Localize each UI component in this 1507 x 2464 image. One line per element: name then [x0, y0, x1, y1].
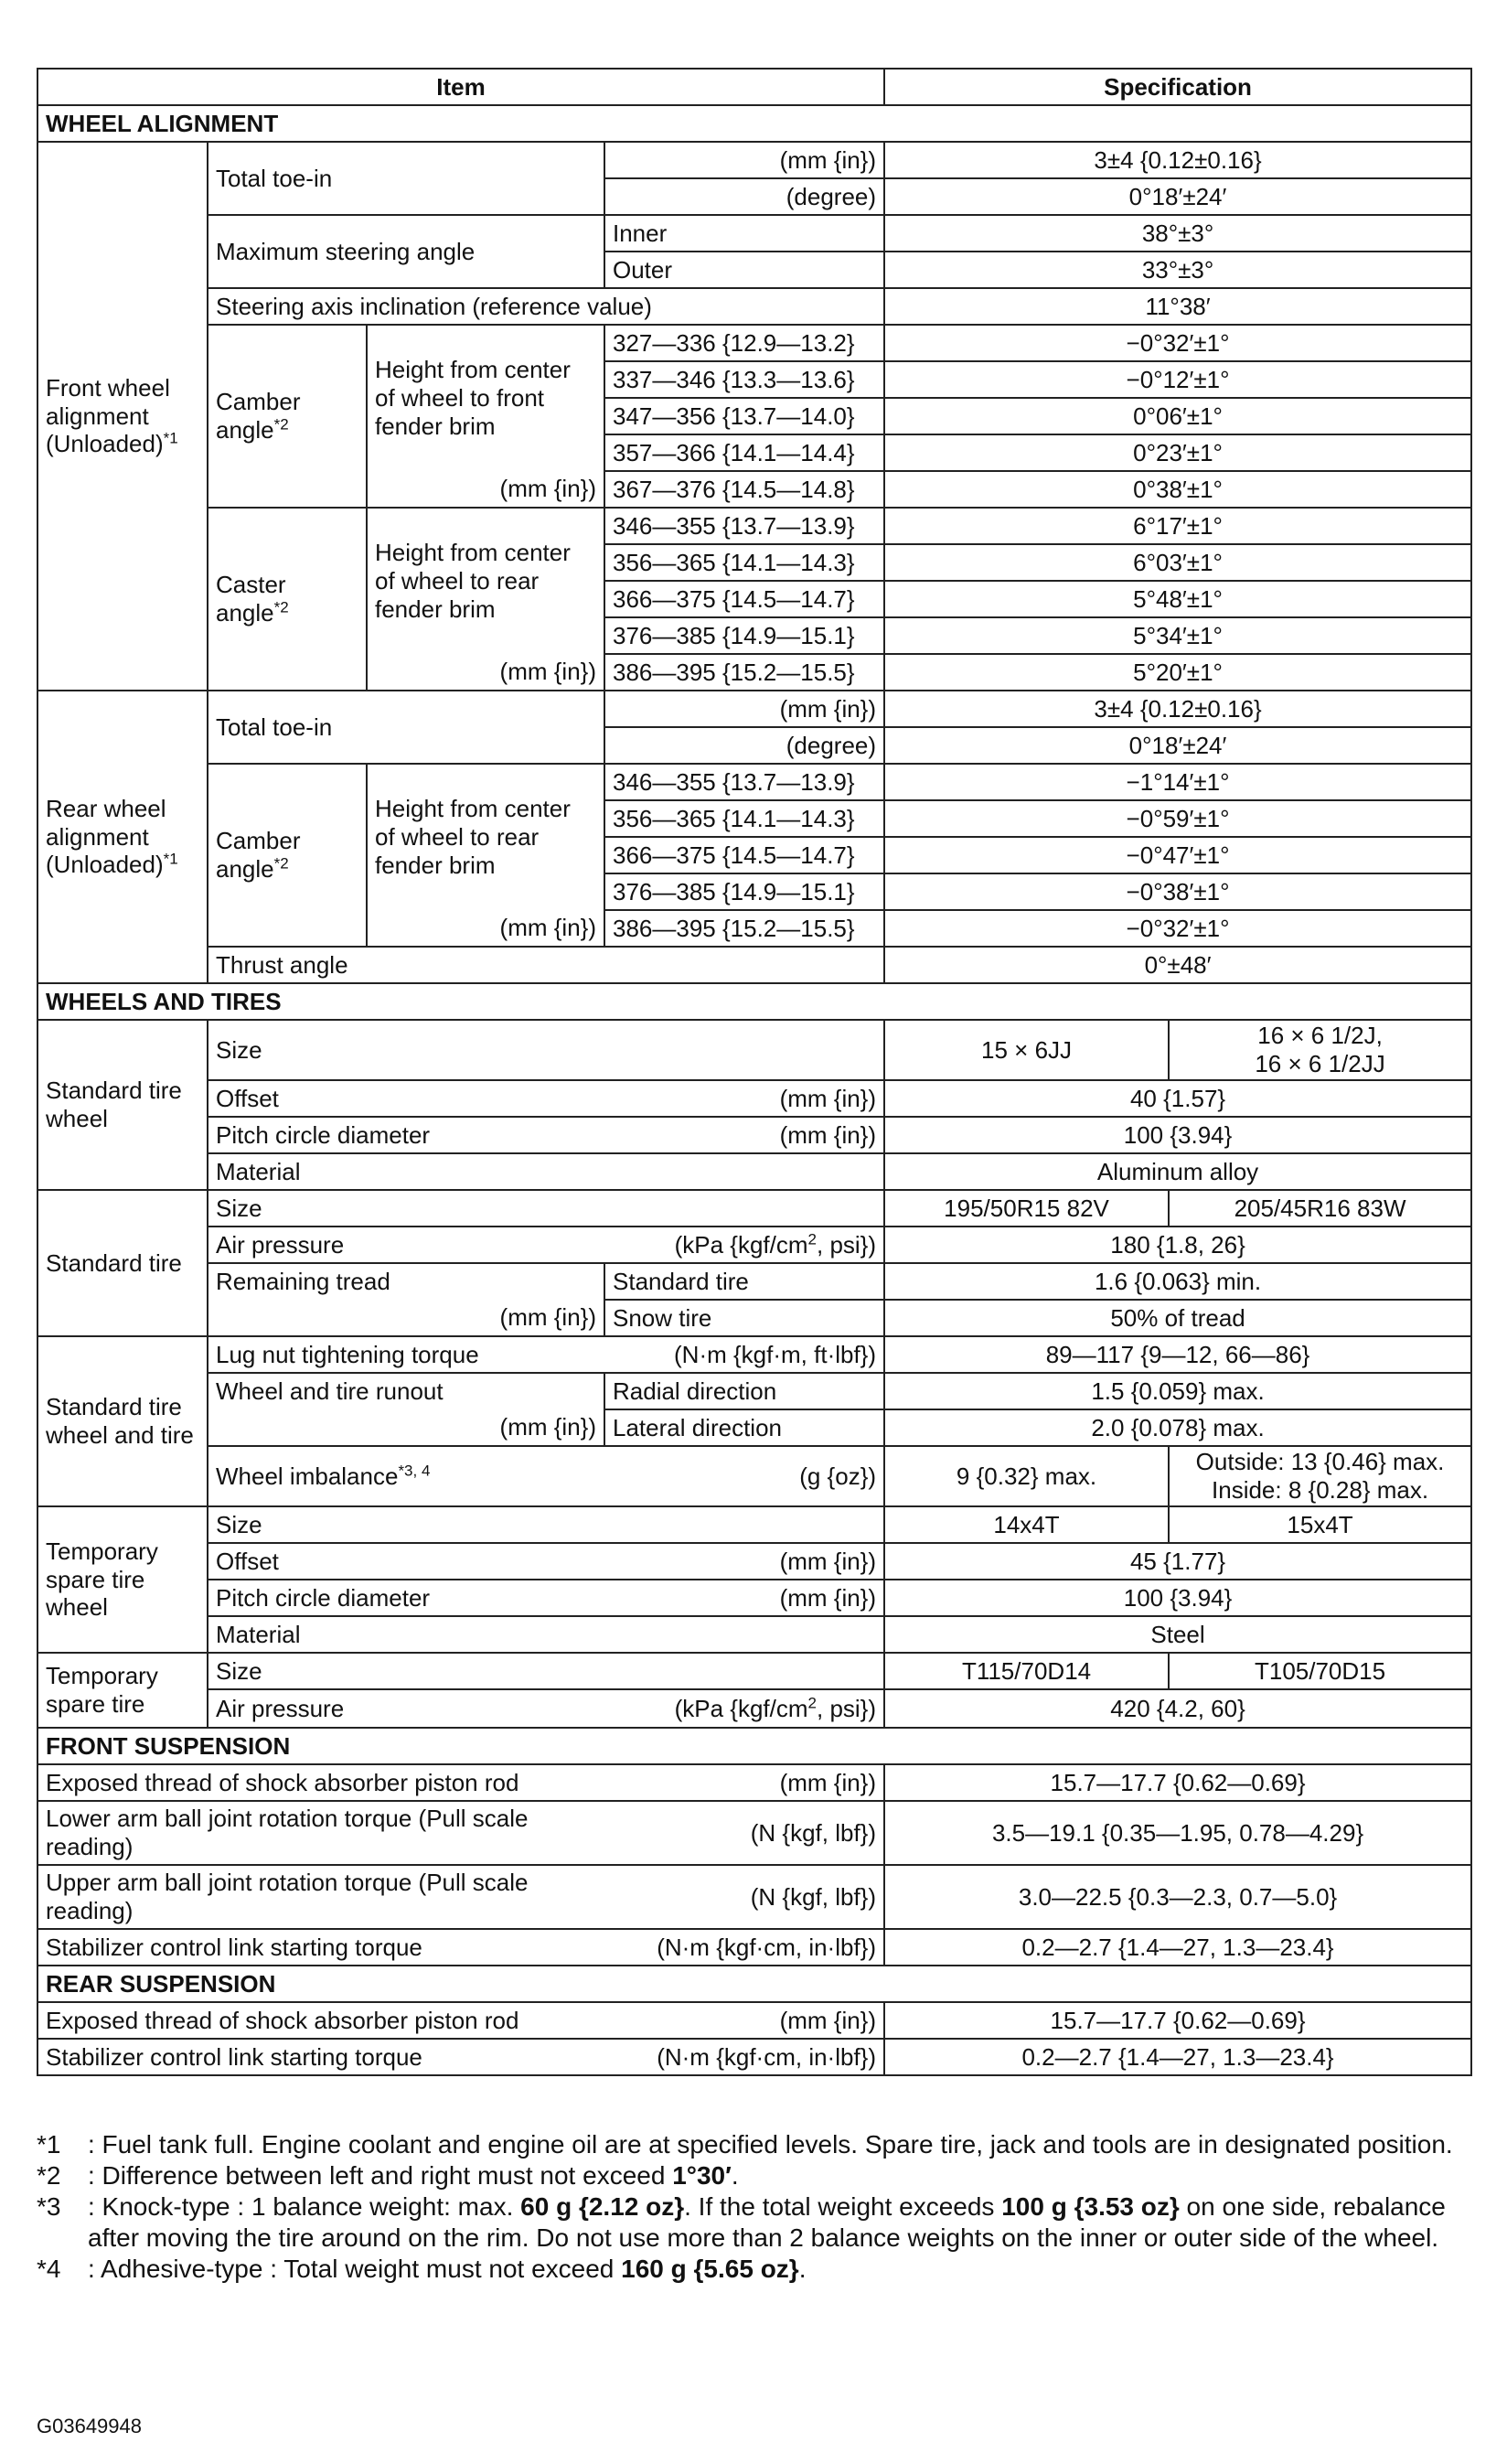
spec-page	[37, 68, 1470, 2076]
rear-camber-value: −0°47′±1°	[884, 837, 1471, 873]
temp-air-unit-pre: (kPa {kgf/cm	[674, 1694, 808, 1722]
front-susp-unit: (N·m {kgf·cm, in·lbf})	[657, 1933, 877, 1961]
rear-toe-unit-degree: (degree)	[604, 727, 884, 764]
std-wheel-line2: wheel	[46, 1105, 108, 1132]
temp-wheel-pcd-value: 100 {3.94}	[884, 1580, 1471, 1616]
rear-total-toe-in: Total toe-in	[208, 691, 604, 764]
runout-unit: (mm {in})	[208, 1409, 604, 1446]
std-wheel-offset-cell	[208, 1080, 884, 1117]
footnote-2-body	[88, 2160, 1470, 2191]
rear-label-mark: *1	[163, 850, 178, 868]
std-wheel-pcd: Pitch circle diameter	[216, 1120, 431, 1149]
front-susp-value: 3.0—22.5 {0.3—2.3, 0.7—5.0}	[884, 1865, 1471, 1929]
footnote-4	[37, 2254, 1470, 2285]
std-tire-air-value: 180 {1.8, 26}	[884, 1227, 1471, 1263]
temp-wheel-size-a: 14x4T	[884, 1506, 1169, 1543]
temp-wheel-offset-value: 45 {1.77}	[884, 1543, 1471, 1580]
imbalance-unit: (g {oz})	[799, 1462, 877, 1490]
temp-spare-wheel-label	[37, 1506, 208, 1653]
runout-lateral: Lateral direction	[604, 1409, 884, 1446]
std-wheel-material: Material	[208, 1153, 884, 1190]
rear-camber-value: −0°38′±1°	[884, 873, 1471, 910]
std-wt-line1: Standard tire	[46, 1393, 182, 1421]
tread-standard-value: 1.6 {0.063} min.	[884, 1263, 1471, 1300]
rear-camber-mark: *2	[273, 854, 289, 873]
footnote-3	[37, 2191, 1470, 2254]
footnote-3-text-a: : Knock-type : 1 balance weight: max.	[88, 2192, 521, 2221]
document-code: G03649948	[37, 2415, 142, 2437]
std-wheel-offset-unit: (mm {in})	[779, 1084, 877, 1112]
temp-tire-air-unit	[675, 1695, 876, 1723]
front-camber-range: 367—376 {14.5—14.8}	[604, 471, 884, 508]
footnote-4-end: .	[798, 2255, 807, 2283]
temp-wheel-pcd-cell	[208, 1580, 884, 1616]
rear-susp-value: 0.2—2.7 {1.4—27, 1.3—23.4}	[884, 2039, 1471, 2075]
temp-tire-line1: Temporary	[46, 1662, 158, 1690]
footnote-4-mark: *4	[37, 2255, 61, 2283]
caster-range: 386—395 {15.2—15.5}	[604, 654, 884, 691]
temp-wheel-offset-cell	[208, 1543, 884, 1580]
caster-height-line3: fender brim	[375, 595, 496, 623]
front-wheel-alignment-label	[37, 142, 208, 691]
rear-susp-unit: (N·m {kgf·cm, in·lbf})	[657, 2042, 877, 2071]
std-tire-size-b: 205/45R16 83W	[1169, 1190, 1471, 1227]
imbalance-mark: *3, 4	[398, 1462, 431, 1479]
tread-snow-value: 50% of tread	[884, 1300, 1471, 1336]
temp-wheel-pcd: Pitch circle diameter	[216, 1583, 431, 1612]
lug-nut-value: 89—117 {9—12, 66—86}	[884, 1336, 1471, 1373]
runout-radial-value: 1.5 {0.059} max.	[884, 1373, 1471, 1409]
front-susp-value: 3.5—19.1 {0.35—1.95, 0.78—4.29}	[884, 1801, 1471, 1865]
rear-label-line2: alignment	[46, 822, 149, 851]
imbalance-b	[1169, 1446, 1471, 1506]
front-camber-range: 327—336 {12.9—13.2}	[604, 325, 884, 361]
steering-axis-inclination-value: 11°38′	[884, 288, 1471, 325]
temp-tire-air-value: 420 {4.2, 60}	[884, 1689, 1471, 1728]
temp-wheel-material: Material	[208, 1616, 884, 1653]
rear-camber-line2: angle	[216, 855, 274, 883]
steering-outer-value: 33°±3°	[884, 252, 1471, 288]
temp-air-unit-post: , psi})	[817, 1694, 877, 1722]
rear-camber-range: 366—375 {14.5—14.7}	[604, 837, 884, 873]
rear-camber-height-line3: fender brim	[375, 851, 496, 879]
rear-camber-height-label	[367, 764, 604, 910]
front-camber-height-line3: fender brim	[375, 412, 496, 440]
front-camber-value: −0°12′±1°	[884, 361, 1471, 398]
front-camber-angle-label	[208, 325, 367, 508]
front-camber-value: 0°38′±1°	[884, 471, 1471, 508]
front-camber-value: 0°06′±1°	[884, 398, 1471, 434]
rear-camber-value: −0°59′±1°	[884, 800, 1471, 837]
std-wheel-size: Size	[208, 1020, 884, 1080]
front-camber-height-label	[367, 325, 604, 471]
temp-tire-line2: spare tire	[46, 1690, 145, 1718]
rear-toe-degree-value: 0°18′±24′	[884, 727, 1471, 764]
rear-camber-unit: (mm {in})	[367, 910, 604, 947]
rear-camber-value: −1°14′±1°	[884, 764, 1471, 800]
std-tire-air: Air pressure	[216, 1230, 345, 1259]
runout-lateral-value: 2.0 {0.078} max.	[884, 1409, 1471, 1446]
imbalance-a: 9 {0.32} max.	[884, 1446, 1169, 1506]
std-wheel-pcd-cell	[208, 1117, 884, 1153]
std-wheel-size-b-line1: 16 × 6 1/2J,	[1257, 1022, 1383, 1050]
footnote-2-bold: 1°30′	[672, 2161, 732, 2190]
front-susp-value: 15.7—17.7 {0.62—0.69}	[884, 1764, 1471, 1801]
front-label-mark: *1	[163, 429, 178, 447]
caster-height-line1: Height from center	[375, 539, 571, 567]
caster-line1: Caster	[216, 571, 286, 599]
caster-unit: (mm {in})	[367, 654, 604, 691]
caster-range: 356—365 {14.1—14.3}	[604, 544, 884, 581]
front-total-toe-in: Total toe-in	[208, 142, 604, 215]
standard-wheel-and-tire-label	[37, 1336, 208, 1506]
temp-wheel-pcd-unit: (mm {in})	[779, 1583, 877, 1612]
runout: Wheel and tire runout	[208, 1373, 604, 1409]
std-wheel-size-b	[1169, 1020, 1471, 1080]
front-camber-height-line1: Height from center	[375, 356, 571, 384]
thrust-angle-value: 0°±48′	[884, 947, 1471, 983]
rear-toe-unit-mm: (mm {in})	[604, 691, 884, 727]
std-wheel-size-a: 15 × 6JJ	[884, 1020, 1169, 1080]
caster-range: 366—375 {14.5—14.7}	[604, 581, 884, 617]
air-unit-sup: 2	[807, 1230, 817, 1248]
footnote-3-bold-a: 60 g {2.12 oz}	[520, 2192, 685, 2221]
front-toe-mm-value: 3±4 {0.12±0.16}	[884, 142, 1471, 178]
std-wheel-pcd-unit: (mm {in})	[779, 1120, 877, 1149]
front-susp-unit: (N {kgf, lbf})	[750, 1882, 877, 1911]
std-tire-size-a: 195/50R15 82V	[884, 1190, 1169, 1227]
rear-toe-mm-value: 3±4 {0.12±0.16}	[884, 691, 1471, 727]
wheel-imbalance: Wheel imbalance	[216, 1462, 399, 1490]
caster-value: 5°20′±1°	[884, 654, 1471, 691]
front-camber-value: −0°32′±1°	[884, 325, 1471, 361]
specification-table	[37, 68, 1472, 2076]
section-front-suspension: FRONT SUSPENSION	[37, 1728, 1471, 1764]
footnote-3-bold-b: 100 g {3.53 oz}	[1001, 2192, 1180, 2221]
front-label-line3: (Unloaded)	[46, 430, 164, 458]
rear-camber-height-line1: Height from center	[375, 795, 571, 823]
rear-label-line3: (Unloaded)	[46, 851, 164, 879]
footnote-2-text: : Difference between left and right must not exceed	[88, 2161, 673, 2190]
steering-axis-inclination: Steering axis inclination (reference value)	[208, 288, 884, 325]
footnote-2	[37, 2160, 1470, 2191]
caster-value: 6°17′±1°	[884, 508, 1471, 544]
rear-camber-range: 346—355 {13.7—13.9}	[604, 764, 884, 800]
standard-tire-wheel-label	[37, 1020, 208, 1190]
front-susp-value: 0.2—2.7 {1.4—27, 1.3—23.4}	[884, 1929, 1471, 1966]
rear-camber-height-line2: of wheel to rear	[375, 823, 540, 852]
section-rear-suspension: REAR SUSPENSION	[37, 1966, 1471, 2002]
front-susp-item: Exposed thread of shock absorber piston rod	[46, 1768, 519, 1796]
tread-unit: (mm {in})	[208, 1300, 604, 1336]
temp-air-unit-sup: 2	[807, 1694, 817, 1711]
section-wheel-alignment: WHEEL ALIGNMENT	[37, 105, 1471, 142]
footnote-4-body	[88, 2254, 1470, 2285]
std-wheel-size-b-line2: 16 × 6 1/2JJ	[1255, 1050, 1385, 1077]
temp-wheel-line3: wheel	[46, 1593, 108, 1622]
std-wheel-pcd-value: 100 {3.94}	[884, 1117, 1471, 1153]
air-unit-pre: (kPa {kgf/cm	[674, 1230, 808, 1259]
front-susp-row-item	[37, 1764, 884, 1801]
footnote-2-mark: *2	[37, 2161, 61, 2190]
rear-susp-unit: (mm {in})	[779, 2006, 877, 2034]
caster-height-line2: of wheel to rear	[375, 567, 540, 595]
steering-inner: Inner	[604, 215, 884, 252]
runout-radial: Radial direction	[604, 1373, 884, 1409]
footnote-3-body	[88, 2191, 1470, 2254]
front-camber-line2: angle	[216, 416, 274, 444]
caster-mark: *2	[273, 598, 289, 616]
rear-camber-line1: Camber	[216, 827, 301, 855]
front-susp-item: Stabilizer control link starting torque	[46, 1933, 422, 1961]
footnote-2-end: .	[731, 2161, 739, 2190]
temp-spare-tire-label	[37, 1653, 208, 1728]
standard-tire-label: Standard tire	[37, 1190, 208, 1336]
front-susp-row-item	[37, 1801, 884, 1865]
front-susp-unit: (N {kgf, lbf})	[750, 1818, 877, 1847]
temp-tire-size-a: T115/70D14	[884, 1653, 1169, 1689]
caster-value: 5°48′±1°	[884, 581, 1471, 617]
caster-value: 6°03′±1°	[884, 544, 1471, 581]
rear-camber-range: 356—365 {14.1—14.3}	[604, 800, 884, 837]
front-susp-item: Lower arm ball joint rotation torque (Pull scale reading)	[46, 1805, 529, 1860]
section-wheels-and-tires: WHEELS AND TIRES	[37, 983, 1471, 1020]
rear-camber-range: 376—385 {14.9—15.1}	[604, 873, 884, 910]
lug-nut-cell	[208, 1336, 884, 1373]
item-header: Item	[37, 69, 884, 105]
lug-nut-unit: (N·m {kgf·m, ft·lbf})	[674, 1340, 877, 1368]
steering-inner-value: 38°±3°	[884, 215, 1471, 252]
front-camber-range: 347—356 {13.7—14.0}	[604, 398, 884, 434]
remaining-tread: Remaining tread	[208, 1263, 604, 1300]
footnote-3-mark: *3	[37, 2192, 61, 2221]
front-toe-unit-mm: (mm {in})	[604, 142, 884, 178]
rear-camber-angle-label	[208, 764, 367, 947]
air-unit-post: , psi})	[817, 1230, 877, 1259]
std-wheel-offset: Offset	[216, 1084, 279, 1112]
caster-value: 5°34′±1°	[884, 617, 1471, 654]
footnote-3-text-c: on one side, rebalance after moving the tire around on the rim. Do not use more than 2 balance weights on the inner or outer side of the wheel.	[88, 2192, 1446, 2252]
steering-outer: Outer	[604, 252, 884, 288]
tread-snow: Snow tire	[604, 1300, 884, 1336]
front-camber-value: 0°23′±1°	[884, 434, 1471, 471]
temp-wheel-size-b: 15x4T	[1169, 1506, 1471, 1543]
thrust-angle: Thrust angle	[208, 947, 884, 983]
std-wheel-line1: Standard tire	[46, 1077, 182, 1105]
caster-angle-label	[208, 508, 367, 691]
rear-susp-item: Exposed thread of shock absorber piston rod	[46, 2006, 519, 2034]
caster-range: 346—355 {13.7—13.9}	[604, 508, 884, 544]
footnote-1-text: : Fuel tank full. Engine coolant and engine oil are at specified levels. Spare tire, jack and tools are in designated position.	[88, 2130, 1453, 2159]
rear-wheel-alignment-label	[37, 691, 208, 983]
rear-susp-row-item	[37, 2002, 884, 2039]
rear-susp-row-item	[37, 2039, 884, 2075]
temp-tire-size: Size	[208, 1653, 884, 1689]
temp-wheel-line1: Temporary	[46, 1537, 158, 1565]
front-camber-range: 337—346 {13.3—13.6}	[604, 361, 884, 398]
std-wheel-material-value: Aluminum alloy	[884, 1153, 1471, 1190]
imbalance-b-line1: Outside: 13 {0.46} max.	[1195, 1448, 1445, 1476]
rear-camber-range: 386—395 {15.2—15.5}	[604, 910, 884, 947]
footnotes	[37, 2129, 1470, 2285]
std-wheel-offset-value: 40 {1.57}	[884, 1080, 1471, 1117]
temp-tire-air-cell	[208, 1689, 884, 1728]
rear-susp-value: 15.7—17.7 {0.62—0.69}	[884, 2002, 1471, 2039]
std-tire-size: Size	[208, 1190, 884, 1227]
temp-wheel-line2: spare tire	[46, 1565, 145, 1593]
front-camber-range: 357—366 {14.1—14.4}	[604, 434, 884, 471]
imbalance-cell	[208, 1446, 884, 1506]
footnote-1	[37, 2129, 1470, 2160]
temp-tire-air: Air pressure	[216, 1694, 345, 1722]
rear-susp-item: Stabilizer control link starting torque	[46, 2042, 422, 2071]
caster-range: 376—385 {14.9—15.1}	[604, 617, 884, 654]
front-susp-unit: (mm {in})	[779, 1768, 877, 1796]
front-camber-line1: Camber	[216, 388, 301, 416]
lug-nut-torque: Lug nut tightening torque	[216, 1340, 479, 1368]
front-toe-degree-value: 0°18′±24′	[884, 178, 1471, 215]
imbalance-b-line2: Inside: 8 {0.28} max.	[1212, 1476, 1429, 1504]
temp-wheel-material-value: Steel	[884, 1616, 1471, 1653]
front-camber-mark: *2	[273, 415, 289, 434]
rear-label-line1: Rear wheel	[46, 794, 166, 822]
specification-header: Specification	[884, 69, 1471, 105]
std-tire-air-unit	[675, 1231, 876, 1259]
front-susp-row-item	[37, 1929, 884, 1966]
front-camber-height-line2: of wheel to front	[375, 384, 544, 412]
temp-wheel-offset-unit: (mm {in})	[779, 1547, 877, 1575]
front-label-line2: alignment	[46, 402, 149, 430]
std-tire-air-cell	[208, 1227, 884, 1263]
front-susp-item: Upper arm ball joint rotation torque (Pull scale reading)	[46, 1869, 529, 1924]
footnote-1-mark: *1	[37, 2130, 61, 2159]
front-susp-row-item	[37, 1865, 884, 1929]
footnote-3-text-b: . If the total weight exceeds	[684, 2192, 1002, 2221]
temp-wheel-size: Size	[208, 1506, 884, 1543]
front-label-line1: Front wheel	[46, 373, 170, 402]
temp-wheel-offset: Offset	[216, 1547, 279, 1575]
footnote-4-bold: 160 g {5.65 oz}	[621, 2255, 799, 2283]
caster-line2: angle	[216, 599, 274, 627]
front-camber-unit: (mm {in})	[367, 471, 604, 508]
footnote-4-text: : Adhesive-type : Total weight must not exceed	[88, 2255, 622, 2283]
std-wt-line2: wheel and tire	[46, 1421, 194, 1449]
temp-tire-size-b: T105/70D15	[1169, 1653, 1471, 1689]
caster-height-label	[367, 508, 604, 654]
front-toe-unit-degree: (degree)	[604, 178, 884, 215]
tread-standard: Standard tire	[604, 1263, 884, 1300]
max-steering-angle: Maximum steering angle	[208, 215, 604, 288]
rear-camber-value: −0°32′±1°	[884, 910, 1471, 947]
